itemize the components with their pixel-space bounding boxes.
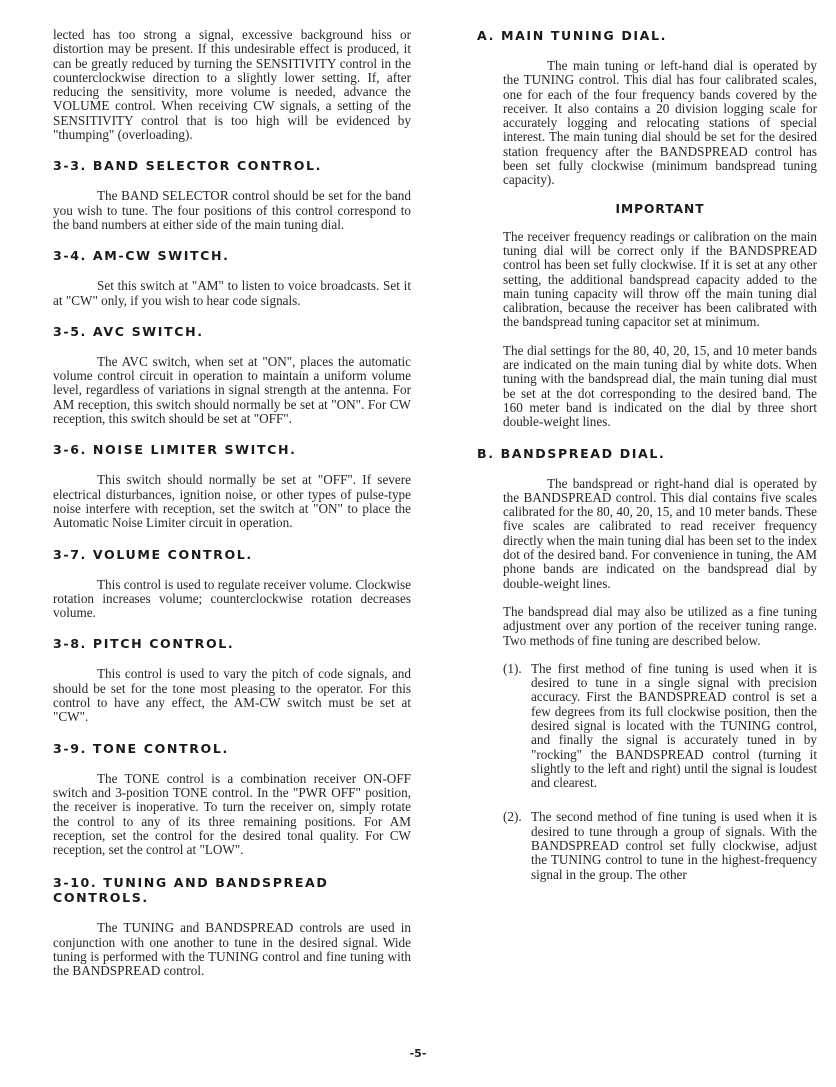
continued-paragraph: lected has too strong a signal, excessive background hiss or distortion may be present. If this undesirable effect is produced, it can be greatly reduced by turning the SENSITIVITY control in the counterclockwise direction to a slightly lower setting. If, after reducing the sensitivity, more volume is needed, advance the VOLUME control. When receiving CW signals, a setting of the SENSITIVITY control that is too high will be evidenced by "thumping" (overloading). <box>53 27 411 143</box>
method-item <box>503 662 817 791</box>
page-number: -5- <box>409 1047 427 1060</box>
method-text: The first method of fine tuning is used when it is desired to tune in a single signal with precision accuracy. First the BANDSPREAD control is set a few degrees from its full clockwise position, then the desired signal is located with the TUNING control, and finally the signal is accurately tuned in by "rocking" the BANDSPREAD control (turning it slightly to the left and right) until the signal is loudest and clearest. <box>531 660 817 791</box>
section-heading: 3-7. VOLUME CONTROL. <box>53 546 253 562</box>
section-body: This control is used to vary the pitch of code signals, and should be set for the tone most pleasing to the operator. For this control to have any effect, the AM-CW switch must be set at "CW". <box>53 666 411 725</box>
section-pitch-control <box>53 636 411 724</box>
section-body: The BAND SELECTOR control should be set for the band you wish to tune. The four positions of this control correspond to the band numbers at either side of the main tuning dial. <box>53 188 411 232</box>
section-body: This control is used to regulate receiver volume. Clockwise rotation increases volume; counterclockwise rotation decreases volume. <box>53 576 411 621</box>
section-heading: 3-4. AM-CW SWITCH. <box>53 248 230 264</box>
section-body: Set this switch at "AM" to listen to voice broadcasts. Set it at "CW" only, if you wish to hear code signals. <box>53 278 411 308</box>
section-body: This switch should normally be set at "OFF". If severe electrical disturbances, ignition noise, or other types of pulse-type noise interfere with reception, set the switch at "ON" to place the Automatic Noise Limiter circuit in operation. <box>53 472 411 531</box>
method-number: (2). <box>503 809 522 825</box>
section-heading: 3-5. AVC SWITCH. <box>53 323 204 339</box>
left-column <box>53 28 411 979</box>
section-body: The bandspread or right-hand dial is operated by the BANDSPREAD control. This dial contains five scales calibrated for the 80, 40, 20, 15, and 10 meter bands. These five scales are calibrated to read receiver frequency directly when the main tuning dial has been set to the index dot of the desired band. For convenience in tuning, the AM phone bands are indicated on the bandspread dial by double-weight lines. <box>503 475 817 591</box>
section-main-tuning-dial <box>477 28 817 430</box>
section-heading: 3-10. TUNING AND BANDSPREAD CONTROLS. <box>53 875 329 906</box>
section-heading: 3-9. TONE CONTROL. <box>53 740 229 756</box>
dial-settings-paragraph: The dial settings for the 80, 40, 20, 15, and 10 meter bands are indicated on the main tuning dial by white dots. When tuning with the bandspread dial, the main tuning dial must be set at the dot corresponding to the desired band. The 160 meter band is indicated on the dial by three short double-weight lines. <box>503 342 817 430</box>
section-heading: 3-6. NOISE LIMITER SWITCH. <box>53 442 297 458</box>
fine-tuning-intro: The bandspread dial may also be utilized as a fine tuning adjustment over any portion of the receiver tuning range. Two methods of fine tuning are described below. <box>503 603 817 648</box>
section-body: The TONE control is a combination receiver ON-OFF switch and 3-position TONE control. In the "PWR OFF" position, the receiver is inoperative. To turn the receiver on, simply rotate the control to any of its three remaining positions. For AM reception, set the control for the desired tonal quality. For CW reception, set the control at "LOW". <box>53 770 411 858</box>
method-item <box>503 810 817 881</box>
section-heading: B. BANDSPREAD DIAL. <box>477 445 666 461</box>
section-body: The TUNING and BANDSPREAD controls are used in conjunction with one another to tune in the desired signal. Wide tuning is performed with the TUNING control and fine tuning with the BANDSPREAD control. <box>53 920 411 979</box>
section-heading: 3-8. PITCH CONTROL. <box>53 636 235 652</box>
section-heading: A. MAIN TUNING DIAL. <box>477 28 668 43</box>
section-tuning-bandspread <box>53 875 411 978</box>
section-am-cw-switch <box>53 248 411 308</box>
section-body: The AVC switch, when set at "ON", places the automatic volume control circuit in operation to maintain a uniform volume level, regardless of variations in signal strength at the antenna. For AM reception, this switch should normally be set at "ON". For CW reception, this switch should be set at "OFF". <box>53 353 411 427</box>
right-column <box>477 28 817 882</box>
section-noise-limiter <box>53 442 411 530</box>
method-text: The second method of fine tuning is used when it is desired to tune through a group of signals. With the BANDSPREAD control set fully clockwise, adjust the TUNING control to tune in the highest-frequency signal in the group. The other <box>531 809 817 882</box>
important-label: IMPORTANT <box>615 201 705 216</box>
section-bandspread-dial <box>477 446 817 882</box>
section-body: The main tuning or left-hand dial is operated by the TUNING control. This dial has four calibrated scales, one for each of the four frequency bands covered by the receiver. It also contains a 20 division logging scale for accurately logging and relocating stations of special interest. The main tuning dial should be set for the desired station frequency after the BANDSPREAD control has been set fully clockwise (minimum bandspread tuning capacity). <box>503 58 817 188</box>
section-avc-switch <box>53 324 411 426</box>
section-heading: 3-3. BAND SELECTOR CONTROL. <box>53 158 323 174</box>
section-tone-control <box>53 741 411 858</box>
important-note: The receiver frequency readings or calibration on the main tuning dial will be correct only if the BANDSPREAD control has been set fully clockwise. If it is set at any other setting, the additional bandspread capacity added to the main tuning capacity will throw off the main tuning dial calibration, because the receiver has been calibrated with the bandspread tuning capacitor set at minimum. <box>503 228 817 330</box>
method-number: (1). <box>503 660 522 676</box>
section-volume-control <box>53 547 411 621</box>
section-band-selector <box>53 158 411 232</box>
